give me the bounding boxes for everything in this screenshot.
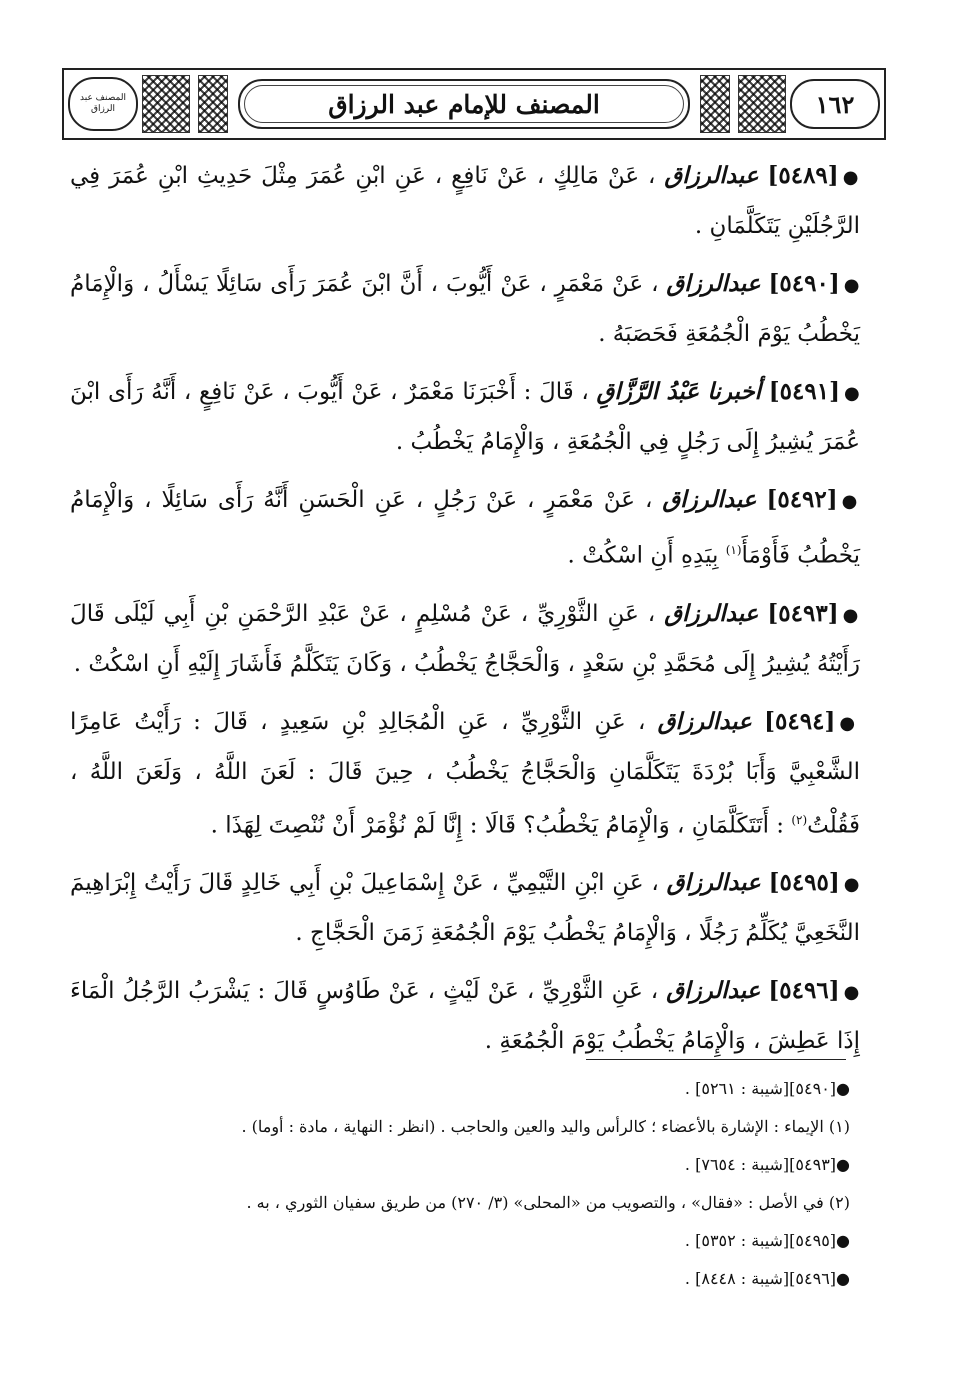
page-number: ١٦٢ [790,79,880,129]
footnote-line: ●[٥٤٩٥][شيبة : ٥٣٥٢] . [684,1231,850,1250]
hadith-source: عبدالرزاق [666,977,761,1005]
hadith-source: عبدالرزاق [662,486,757,513]
book-logo: المصنف عبد الرزاق [68,77,138,131]
hadith-5491: ●[٥٤٩١] أخبرنا عَبْدُ الرَّزَّاقِ ، قَالَ : أَخْبَرَنَا مَعْمَرٌ ، عَنْ أَيُّوبَ ، عَنْ نَافِعٍ ، أَنَّهُ رَأَى ابْنَ عُمَرَ يُشِيرُ إِلَى رَجُلٍ فِي الْجُمُعَةِ ، وَالْإِمَامُ يَخْطُبُ . [70,378,861,455]
hadith-text-continued: بِيَدِهِ أَنِ اسْكُتْ . [567,542,726,569]
hadith-number: [٥٤٩٣] [767,599,839,627]
running-title: المصنف للإمام عبد الرزاق [328,89,600,119]
footnotes [150,1072,850,1300]
header-ornament-left-inner [198,75,228,133]
footnote-line: ●[٥٤٩٠][شيبة : ٥٢٦١] . [684,1079,850,1098]
hadith-number: [٥٤٩١] [768,378,840,405]
header-right-group [696,70,884,138]
title-cartouche [238,79,690,129]
footnote-line: (١) الإيماء : الإشارة بالأعضاء ؛ كالرأس واليد والعين والحاجب . (انظر : النهاية ، مادة : أوما) . [241,1117,850,1136]
hadith-text: ، عَنْ مَالِكٍ ، عَنْ نَافِعٍ ، عَنِ ابْنِ عُمَرَ مِثْلَ حَدِيثِ ابْنِ عُمَرَ فِي الرَّجُلَيْنِ يَتَكَلَّمَانِ . [70,163,860,239]
footnote-line: ●[٥٤٩٦][شيبة : ٨٤٤٨] . [684,1269,850,1288]
header-ornament-left [142,75,190,133]
hadith-source: عبدالرزاق [664,162,759,189]
hadith-text-continued: : أَتَتَكَلَّمَانِ ، وَالْإِمَامُ يَخْطُبُ؟ قَالَا : إِنَّا لَمْ نُؤْمَرْ أَنْ نُنْصِتَ لِهَذَا . [210,812,792,839]
hadith-list [70,152,860,1075]
hadith-5489: ●[٥٤٨٩] عبدالرزاق ، عَنْ مَالِكٍ ، عَنْ نَافِعٍ ، عَنِ ابْنِ عُمَرَ مِثْلَ حَدِيثِ ابْنِ عُمَرَ فِي الرَّجُلَيْنِ يَتَكَلَّمَانِ . [70,162,861,239]
hadith-5490: ●[٥٤٩٠] عبدالرزاق ، عَنْ مَعْمَرٍ ، عَنْ أَيُّوبَ ، أَنَّ ابْنَ عُمَرَ رَأَى سَائِلًا يَسْأَلُ ، وَالْإِمَامُ يَخْطُبُ يَوْمَ الْجُمُعَةِ فَحَصَبَهُ . [70,270,860,347]
hadith-number: [٥٤٩٦] [768,977,840,1005]
hadith-source: عبدالرزاق [664,599,759,627]
hadith-number: [٥٤٩٠] [768,270,840,297]
hadith-source: عبدالرزاق [666,869,761,897]
footnote-line: (٢) في الأصل : «فقال» ، والتصويب من «المحلى» (٣/ ٢٧٠) من طريق سفيان الثوري ، به . [246,1193,850,1212]
header-left-group [64,70,232,138]
footnote-marker[interactable]: (١) [725,543,742,557]
hadith-number: [٥٤٩٥] [768,869,840,897]
hadith-5493: ●[٥٤٩٣] عبدالرزاق ، عَنِ الثَّوْرِيِّ ، عَنْ مُسْلِمٍ ، عَنْ عَبْدِ الرَّحْمَنِ بْنِ أَبِي لَيْلَى قَالَ رَأَيْتُهُ يُشِيرُ إِلَى مُحَمَّدِ بْنِ سَعْدٍ ، وَالْحَجَّاجُ يَخْطُبُ ، وَكَانَ يَتَكَلَّمُ فَأَشَارَ إِلَيْهِ أَنِ اسْكُتْ . [70,599,860,677]
page-header [62,68,886,140]
hadith-text: ، قَالَ : أَخْبَرَنَا مَعْمَرٌ ، عَنْ أَيُّوبَ ، عَنْ نَافِعٍ ، أَنَّهُ رَأَى ابْنَ عُمَرَ يُشِيرُ إِلَى رَجُلٍ فِي الْجُمُعَةِ ، وَالْإِمَامُ يَخْطُبُ . [70,379,860,455]
hadith-5492: ●[٥٤٩٢] عبدالرزاق ، عَنْ مَعْمَرٍ ، عَنْ رَجُلٍ ، عَنِ الْحَسَنِ أَنَّهُ رَأَى سَائِلًا ، وَالْإِمَامُ يَخْطُبُ فَأَوْمَأَ$^{(١)}$ بِيَدِهِ أَنِ اسْكُتْ . [70,486,861,569]
header-ornament-right [738,75,786,133]
hadith-text: ، عَنْ مَعْمَرٍ ، عَنْ أَيُّوبَ ، أَنَّ ابْنَ عُمَرَ رَأَى سَائِلًا يَسْأَلُ ، وَالْإِمَامُ يَخْطُبُ يَوْمَ الْجُمُعَةِ فَحَصَبَهُ . [70,271,860,347]
hadith-number: [٥٤٩٤] [764,707,836,735]
footnote-marker[interactable]: (٢) [791,812,808,827]
hadith-text: ، عَنِ الثَّوْرِيِّ ، عَنْ مُسْلِمٍ ، عَنْ عَبْدِ الرَّحْمَنِ بْنِ أَبِي لَيْلَى قَالَ رَأَيْتُهُ يُشِيرُ إِلَى مُحَمَّدِ بْنِ سَعْدٍ ، وَالْحَجَّاجُ يَخْطُبُ ، وَكَانَ يَتَكَلَّمُ فَأَشَارَ إِلَيْهِ أَنِ اسْكُتْ . [70,600,860,677]
hadith-number: [٥٤٨٩] [767,162,839,189]
hadith-5496: ●[٥٤٩٦] عبدالرزاق ، عَنِ الثَّوْرِيِّ ، عَنْ لَيْثٍ ، عَنْ طَاوُسٍ قَالَ : يَشْرَبُ الرَّجُلُ الْمَاءَ إِذَا عَطِشَ ، وَالْإِمَامُ يَخْطُبُ يَوْمَ الْجُمُعَةِ . [70,977,860,1055]
hadith-5495: ●[٥٤٩٥] عبدالرزاق ، عَنِ ابْنِ التَّيْمِيِّ ، عَنْ إِسْمَاعِيلَ بْنِ أَبِي خَالِدٍ قَالَ رَأَيْتُ إِبْرَاهِيمَ النَّخَعِيَّ يُكَلِّمُ رَجُلًا ، وَالْإِمَامُ يَخْطُبُ يَوْمَ الْجُمُعَةِ زَمَنَ الْحَجَّاجِ . [70,869,860,947]
footnote-line: ●[٥٤٩٣][شيبة : ٧٦٥٤] . [684,1155,850,1174]
hadith-number: [٥٤٩٢] [766,486,838,513]
hadith-5494: ●[٥٤٩٤] عبدالرزاق ، عَنِ الثَّوْرِيِّ ، عَنِ الْمُجَالِدِ بْنِ سَعِيدٍ ، قَالَ : رَأَيْتُ عَامِرًا الشَّعْبِيَّ وَأَبَا بُرْدَةَ يَتَكَلَّمَانِ وَالْحَجَّاجُ يَخْطُبُ ، حِينَ قَالَ : لَعَنَ اللَّهُ ، وَلَعَنَ اللَّهُ ، فَقُلْتُ$^{(٢)}$ : أَتَتَكَلَّمَانِ ، وَالْإِمَامُ يَخْطُبُ؟ قَالَا : إِنَّا لَمْ نُؤْمَرْ أَنْ نُنْصِتَ لِهَذَا . [70,707,860,839]
hadith-text: ، عَنِ ابْنِ التَّيْمِيِّ ، عَنْ إِسْمَاعِيلَ بْنِ أَبِي خَالِدٍ قَالَ رَأَيْتُ إِبْرَاهِيمَ النَّخَعِيَّ يُكَلِّمُ رَجُلًا ، وَالْإِمَامُ يَخْطُبُ يَوْمَ الْجُمُعَةِ زَمَنَ الْحَجَّاجِ . [70,870,860,947]
hadith-text: ، عَنِ الثَّوْرِيِّ ، عَنْ لَيْثٍ ، عَنْ طَاوُسٍ قَالَ : يَشْرَبُ الرَّجُلُ الْمَاءَ إِذَا عَطِشَ ، وَالْإِمَامُ يَخْطُبُ يَوْمَ الْجُمُعَةِ . [70,978,860,1055]
header-ornament-right-inner [700,75,730,133]
footnote-divider [586,1059,846,1060]
hadith-source: عبدالرزاق [657,707,752,735]
hadith-source: أخبرنا عَبْدُ الرَّزَّاقِ [596,378,762,405]
hadith-text: ، عَنِ الثَّوْرِيِّ ، عَنِ الْمُجَالِدِ بْنِ سَعِيدٍ ، قَالَ : رَأَيْتُ عَامِرًا الشَّعْبِيَّ وَأَبَا بُرْدَةَ يَتَكَلَّمَانِ وَالْحَجَّاجُ يَخْطُبُ ، حِينَ قَالَ : لَعَنَ اللَّهُ ، وَلَعَنَ اللَّهُ ، فَقُلْتُ [70,708,860,839]
hadith-text: ، عَنْ مَعْمَرٍ ، عَنْ رَجُلٍ ، عَنِ الْحَسَنِ أَنَّهُ رَأَى سَائِلًا ، وَالْإِمَامُ يَخْطُبُ فَأَوْمَأَ [70,487,860,569]
hadith-source: عبدالرزاق [666,270,761,297]
